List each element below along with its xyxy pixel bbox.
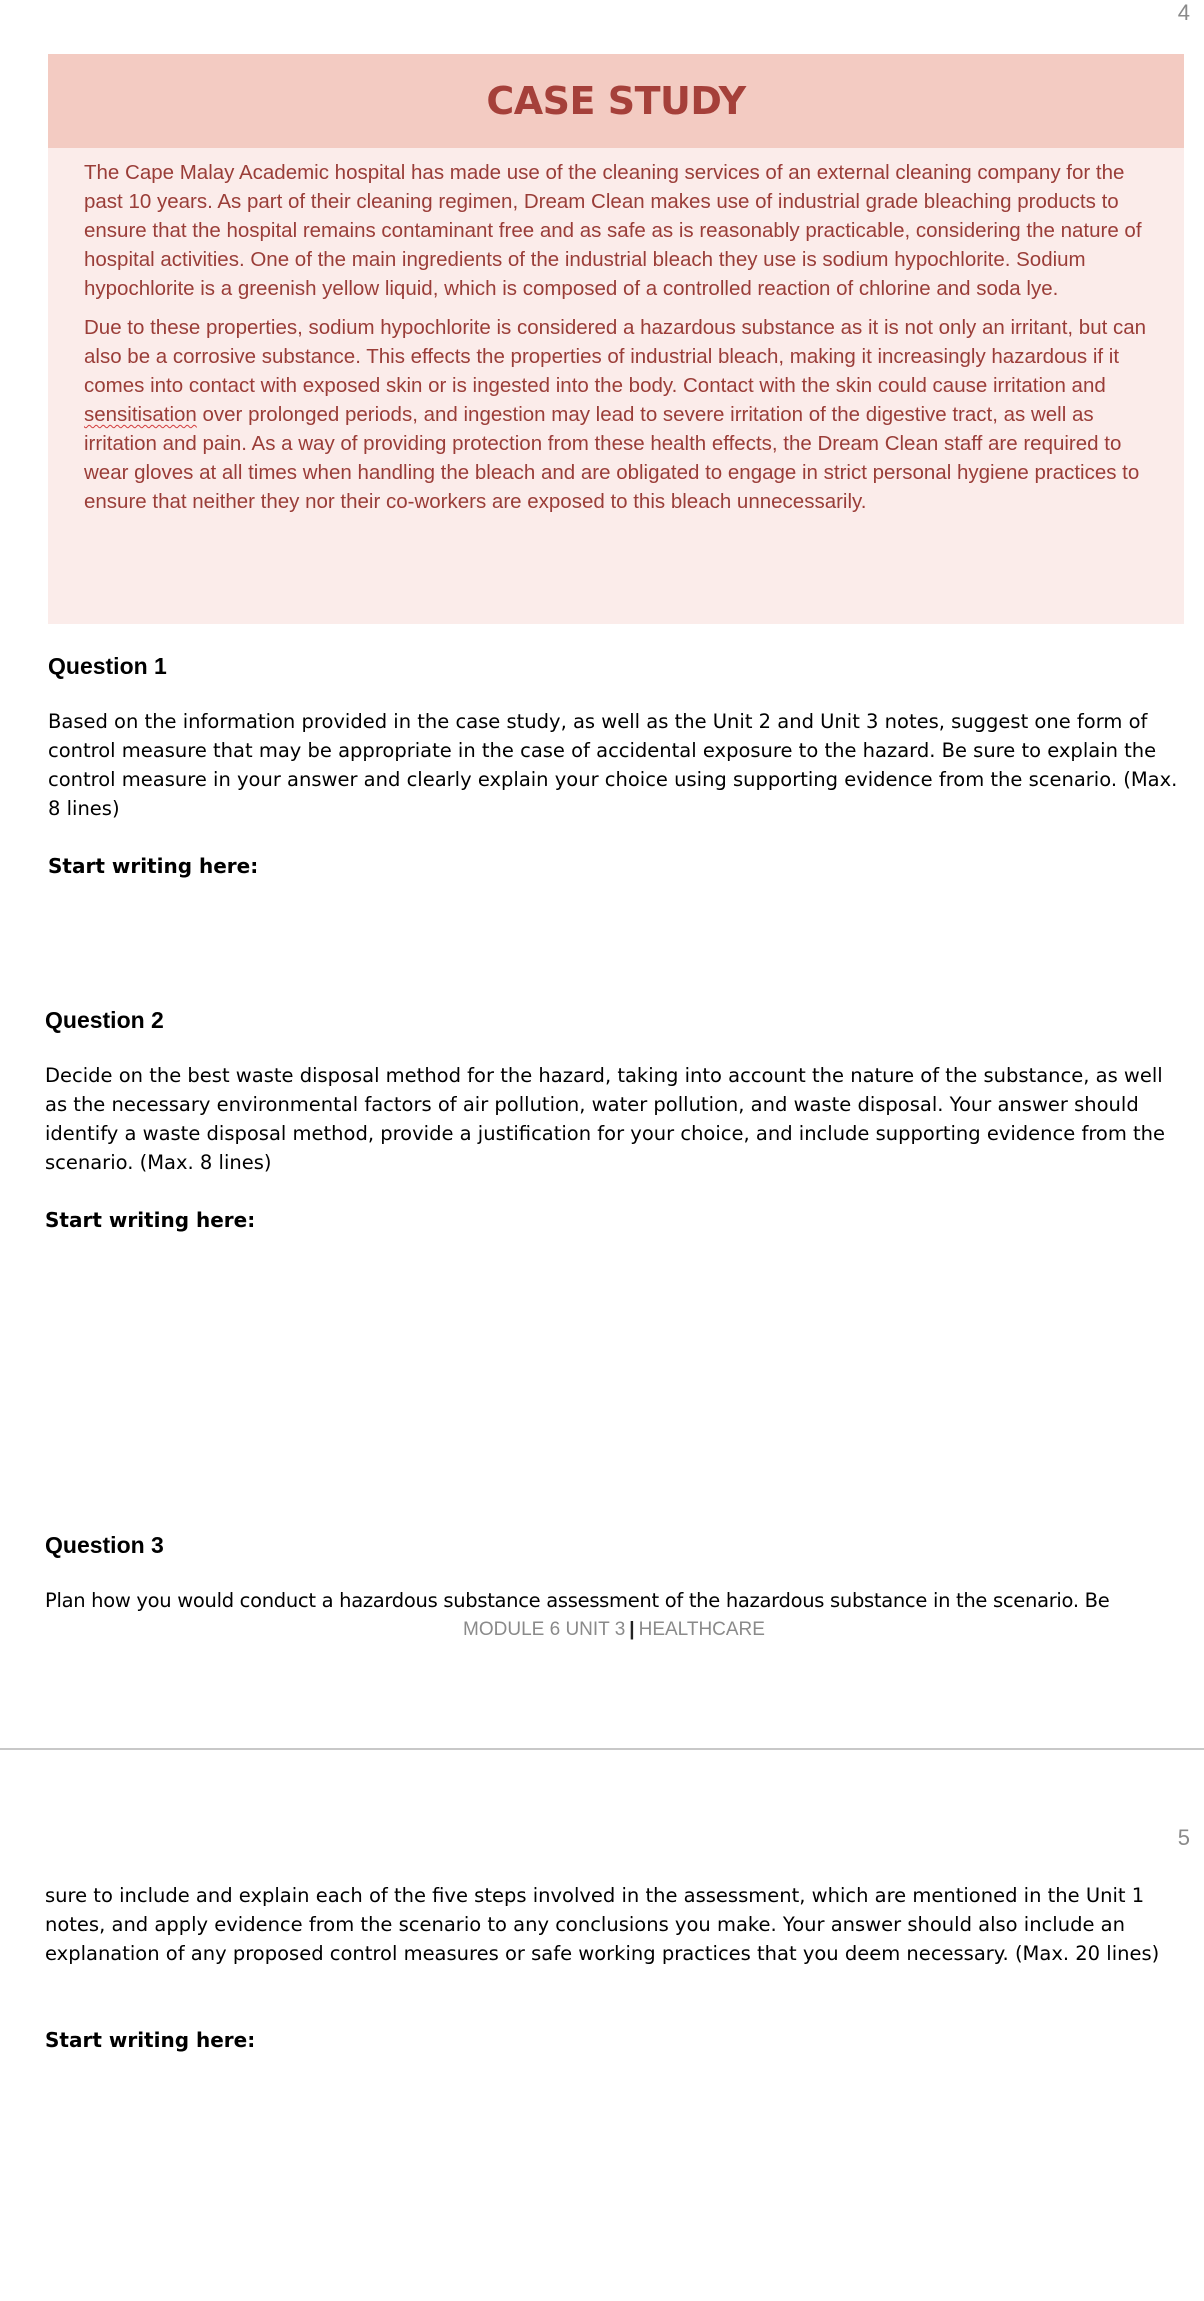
question-2-text: Decide on the best waste disposal method for the hazard, taking into account the nature of the substance, as well as the necessary environmental factors of air pollution, water pollution, and waste disposal. Your answer should identify a waste disposal method, provide a justification for your choice, and include supporting evidence from the scenario. (Max. 8 lines) [45,1064,1166,1174]
case-study-text: Due to these properties, sodium hypochlorite is considered a hazardous substance as it is not only an irritant, but can also be a corrosive substance. This effects the properties of industrial bleach, making it increasingly hazardous if it comes into contact with exposed skin or is ingested into the body. Contact with the skin could cause irritation and [84,316,1147,397]
footer-module: MODULE 6 UNIT 3 [463,1619,626,1640]
question-3-text: Plan how you would conduct a hazardous substance assessment of the hazardous substance in the scenario. Be [45,1589,1110,1612]
question-2-heading: Question 2 [45,1007,164,1033]
question-3-heading: Question 3 [45,1532,164,1558]
question-3-start-label: Start writing here: [45,2028,256,2052]
case-study-paragraph [84,313,1154,516]
page-footer [0,1619,1204,1641]
question-1-heading: Question 1 [48,653,167,679]
footer-separator: | [629,1619,635,1640]
question-1-text: Based on the information provided in the case study, as well as the Unit 2 and Unit 3 notes, suggest one form of control measure that may be appropriate in the case of accidental exposure to the hazard. Be sure to explain the control measure in your answer and clearly explain your choice using supporting evidence from the scenario. (Max. 8 lines) [48,710,1178,820]
question-2-start-label: Start writing here: [45,1208,256,1232]
case-study-paragraph: The Cape Malay Academic hospital has made use of the cleaning services of an external cleaning company for the past 10 years. As part of their cleaning regimen, Dream Clean makes use of industrial grade bleaching products to ensure that the hospital remains contaminant free and as safe as is reasonably practicable, considering the nature of hospital activities. One of the main ingredients of the industrial bleach they use is sodium hypochlorite. Sodium hypochlorite is a greenish yellow liquid, which is composed of a controlled reaction of chlorine and soda lye. [84,161,1142,300]
page-number: 5 [1177,1825,1190,1850]
page-divider [0,1748,1204,1750]
footer-subject: HEALTHCARE [638,1619,765,1640]
question-1-start-label: Start writing here: [48,854,259,878]
case-study-text: over prolonged periods, and ingestion may lead to severe irritation of the digestive tract, as well as irritation and pain. As a way of providing protection from these health effects, the Dream Clean staff are required to wear gloves at all times when handling the bleach and are obligated to engage in strict personal hygiene practices to ensure that neither they nor their co-workers are exposed to this bleach unnecessarily. [84,403,1140,513]
question-3-text-continued: sure to include and explain each of the five steps involved in the assessment, which are mentioned in the Unit 1 notes, and apply evidence from the scenario to any conclusions you make. Your answer should also include an explanation of any proposed control measures or safe working practices that you deem necessary. (Max. 20 lines) [45,1884,1160,1965]
case-study-title: CASE STUDY [48,54,1184,148]
spellcheck-word: sensitisation [84,403,197,426]
case-study-body [48,148,1184,516]
case-study-box [48,54,1184,624]
page-number: 4 [1177,0,1190,25]
